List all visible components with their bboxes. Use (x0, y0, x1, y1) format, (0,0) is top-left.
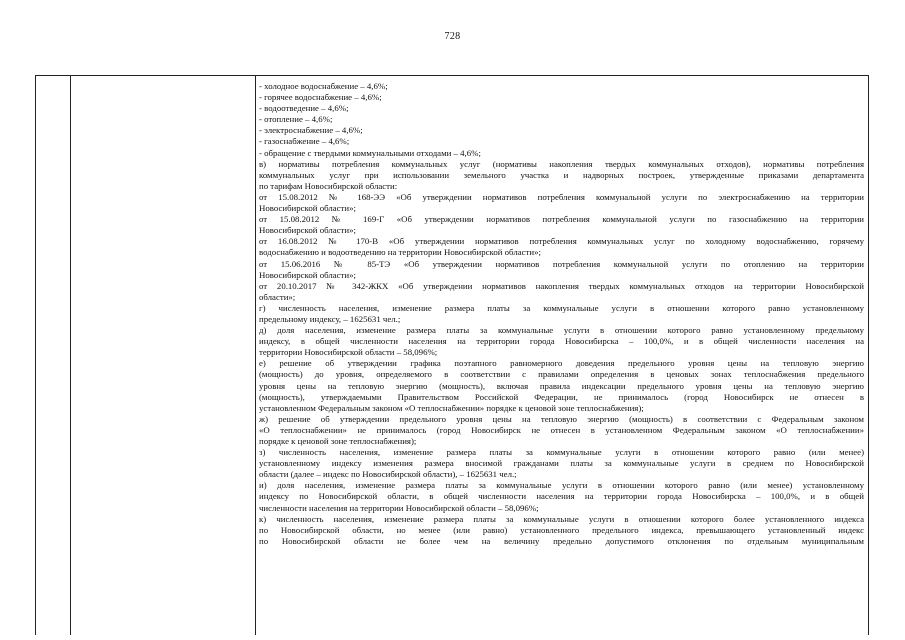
text-line: от 15.06.2016 № 85-ТЭ «Об утверждении нормативов потребления коммунальной услуги по отоплению на территории (259, 258, 864, 269)
text-line: - отопление – 4,6%; (259, 114, 333, 125)
text-line: Новосибирской области»; (259, 203, 356, 214)
text-line: - обращение с твердыми коммунальными отходами – 4,6%; (259, 147, 481, 158)
text-line: установленном Федеральным законом «О теплоснабжении» порядке к ценовой зоне теплоснабжения); (259, 402, 644, 413)
text-line: г) численность населения, изменение размера платы за коммунальные услуги в отношении которого равно установленному (259, 302, 864, 313)
text-line: области (далее – индекс по Новосибирской области), – 1625631 чел.; (259, 469, 517, 480)
text-line: уровня цены на тепловую энергию (мощность), включая правила индексации предельного уровня цены на тепловую энергию (259, 380, 864, 391)
text-line: территории Новосибирской области – 58,096%; (259, 347, 438, 358)
text-line: Новосибирской области»; (259, 225, 356, 236)
text-line: от 15.08.2012 № 168-ЭЭ «Об утверждении нормативов потребления коммунальной услуги по электроснабжению на территории (259, 191, 864, 202)
text-line: к) численность населения, изменение размера платы за коммунальные услуги в отношении которого более установленного индекса (259, 513, 864, 524)
text-line: «О теплоснабжении» не принималось (город Новосибирск не отнесен в установленном Федеральным законом «О теплоснабжении» (259, 424, 864, 435)
text-line: индексу, в общей численности населения на территории города Новосибирска – 100,0%, и в общей численности населения на (259, 336, 864, 347)
text-line: по тарифам Новосибирской области: (259, 180, 398, 191)
text-line: - горячее водоснабжение – 4,6%; (259, 92, 382, 103)
text-line: (мощность) до уровня, определяемого в соответствии с правилами определения в ценовых зонах теплоснабжения предельного (259, 369, 864, 380)
text-line: ж) решение об утверждении предельного уровня цены на тепловую энергию (мощность) в соответствии с Федеральным законом (259, 413, 864, 424)
text-line: от 20.10.2017 № 342-ЖКХ «Об утверждении нормативов накопления твердых коммунальных отходов на территории Новосибирской (259, 280, 864, 291)
text-line: коммунальных услуг при использовании земельного участка и надворных построек, утвержденные приказами департамента (259, 169, 864, 180)
text-line: индексу по Новосибирской области, в общей численности населения на территории города Новосибирска – 100,0%, и в общей (259, 491, 864, 502)
page-number: 728 (444, 31, 461, 42)
text-line: от 16.08.2012 № 170-В «Об утверждении нормативов потребления коммунальных услуг по холодному водоснабжению, горячему (259, 236, 864, 247)
text-line: и) доля населения, изменение размера платы за коммунальные услуги в отношении которого равно (или менее) установленному (259, 480, 864, 491)
text-line: области»; (259, 291, 296, 302)
column-divider-2 (255, 76, 256, 635)
text-line: предельному индексу, – 1625631 чел.; (259, 313, 401, 324)
column-divider-1 (70, 76, 71, 635)
text-line: - холодное водоснабжение – 4,6%; (259, 81, 388, 91)
text-line: в) нормативы потребления коммунальных услуг (нормативы накопления твердых коммунальных отходов), нормативы потребления (259, 158, 864, 169)
text-line: водоснабжению и водоотведению на территории Новосибирской области»; (259, 247, 541, 258)
text-line: численности населения на территории Новосибирской области – 58,096%; (259, 502, 539, 513)
text-line: - газоснабжение – 4,6%; (259, 136, 350, 147)
text-line: Новосибирской области»; (259, 269, 356, 280)
text-line: порядке к ценовой зоне теплоснабжения); (259, 436, 417, 446)
text-line: от 15.08.2012 № 169-Г «Об утверждении нормативов потребления коммунальной услуги по газоснабжению на территории (259, 214, 864, 225)
text-line: д) доля населения, изменение размера платы за коммунальные услуги в отношении которого равно установленному предельному (259, 325, 864, 336)
text-line: з) численность населения, изменение размера платы за коммунальные услуги в отношении которого равно (или менее) (259, 447, 864, 458)
text-line: е) решение об утверждении графика поэтапного равномерного доведения предельного уровня цены на тепловую энергию (259, 358, 864, 369)
table-text-cell (259, 81, 864, 547)
text-line: - электроснабжение – 4,6%; (259, 125, 363, 136)
text-line: - водоотведение – 4,6%; (259, 103, 349, 114)
text-line: (мощность), утверждаемыми Правительством Российской Федерации, не принималось (город Новосибирск не отнесен в (259, 391, 864, 402)
text-line: по Новосибирской области, но менее (или равно) установленного предельного индекса, превышающего установленный индекс (259, 524, 864, 535)
text-line: по Новосибирской области не более чем на величину предельно допустимого отклонения по отдельным муниципальным (259, 535, 864, 546)
document-table (35, 75, 869, 635)
text-line: установленному индексу изменения размера вносимой гражданами платы за коммунальные услуги в среднем по Новосибирской (259, 458, 864, 469)
